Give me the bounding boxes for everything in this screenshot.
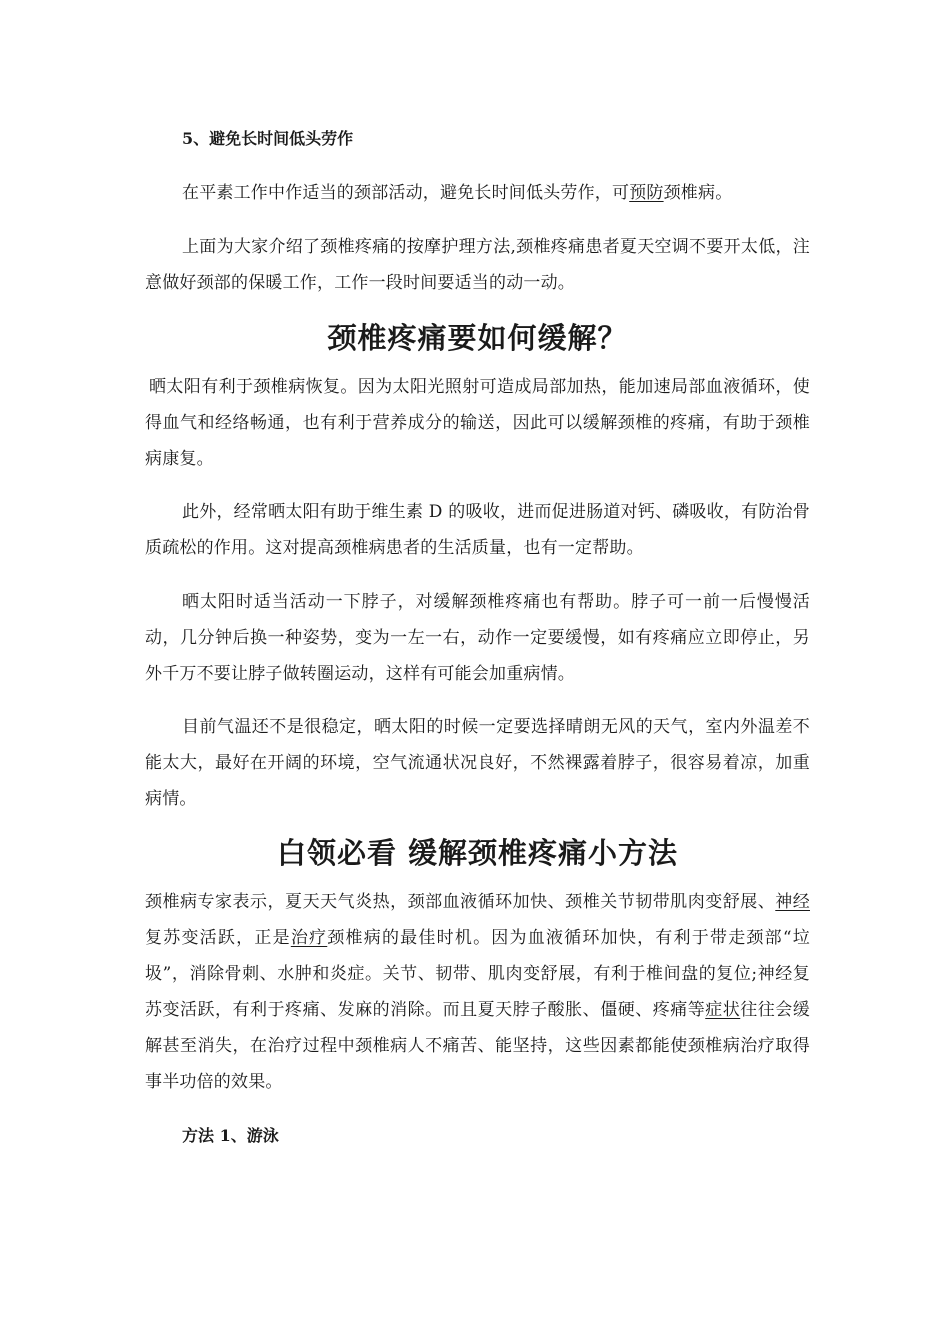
paragraph-text: 复苏变活跃，正是 — [145, 928, 291, 948]
paragraph-text: 往往会缓解甚至消失，在治疗过程中颈椎病人不痛苦、能坚持，这些因素都能使颈椎病治疗取得事半功倍的效果。 — [145, 1000, 810, 1092]
paragraph-weather: 目前气温还不是很稳定，晒太阳的时候一定要选择晴朗无风的天气，室内外温差不能太大，最好在开阔的环境，空气流通状况良好，不然裸露着脖子，很容易着凉，加重病情。 — [145, 717, 810, 809]
paragraph-neck-exercise: 晒太阳时适当活动一下脖子，对缓解颈椎疼痛也有帮助。脖子可一前一后慢慢活动，几分钟后换一种姿势，变为一左一右，动作一定要缓慢，如有疼痛应立即停止，另外千万不要让脖子做转圈运动，这样有可能会加重病情。 — [145, 592, 810, 684]
subheading-avoid-bowing: 5、避免长时间低头劳作 — [182, 129, 354, 148]
heading-relieve-neck-pain: 颈椎疼痛要如何缓解？ — [327, 321, 628, 355]
paragraph-text: 颈椎病。 — [663, 183, 733, 203]
paragraph-text: 颈椎病的最佳时机。因为血液循环加快，有利于带走颈部“垃圾”，消除骨刺、水肿和炎症。关节、韧带、肌肉变舒展，有利于椎间盘的复位;神经复苏变活跃，有利于疼痛、发麻的消除。而且夏天脖子酸胀、僵硬、疼痛等 — [145, 928, 810, 1020]
prevention-link[interactable]: 预防 — [629, 183, 664, 203]
paragraph-vitamin-d: 此外，经常晒太阳有助于维生素 D 的吸收，进而促进肠道对钙、磷吸收，有防治骨质疏松的作用。这对提高颈椎病患者的生活质量，也有一定帮助。 — [145, 502, 810, 558]
treatment-link[interactable]: 治疗 — [290, 928, 328, 948]
paragraph-text: 颈椎病专家表示，夏天天气炎热，颈部血液循环加快、颈椎关节韧带肌肉变舒展、 — [145, 892, 776, 912]
paragraph-prevention — [145, 175, 810, 211]
subheading-method-swimming: 方法 1、游泳 — [182, 1126, 279, 1145]
nerve-link[interactable]: 神经 — [775, 892, 810, 912]
heading-office-workers: 白领必看 缓解颈椎疼痛小方法 — [276, 836, 679, 870]
symptoms-link[interactable]: 症状 — [705, 1000, 741, 1020]
paragraph-text: 在平素工作中作适当的颈部活动，避免长时间低头劳作，可 — [182, 183, 630, 203]
paragraph-summary: 上面为大家介绍了颈椎疼痛的按摩护理方法,颈椎疼痛患者夏天空调不要开太低，注意做好颈部的保暖工作，工作一段时间要适当的动一动。 — [145, 237, 810, 293]
paragraph-summer-treatment — [145, 884, 810, 1100]
paragraph-sunbathing: 晒太阳有利于颈椎病恢复。因为太阳光照射可造成局部加热，能加速局部血液循环，使得血气和经络畅通，也有利于营养成分的输送，因此可以缓解颈椎的疼痛，有助于颈椎病康复。 — [145, 377, 810, 469]
